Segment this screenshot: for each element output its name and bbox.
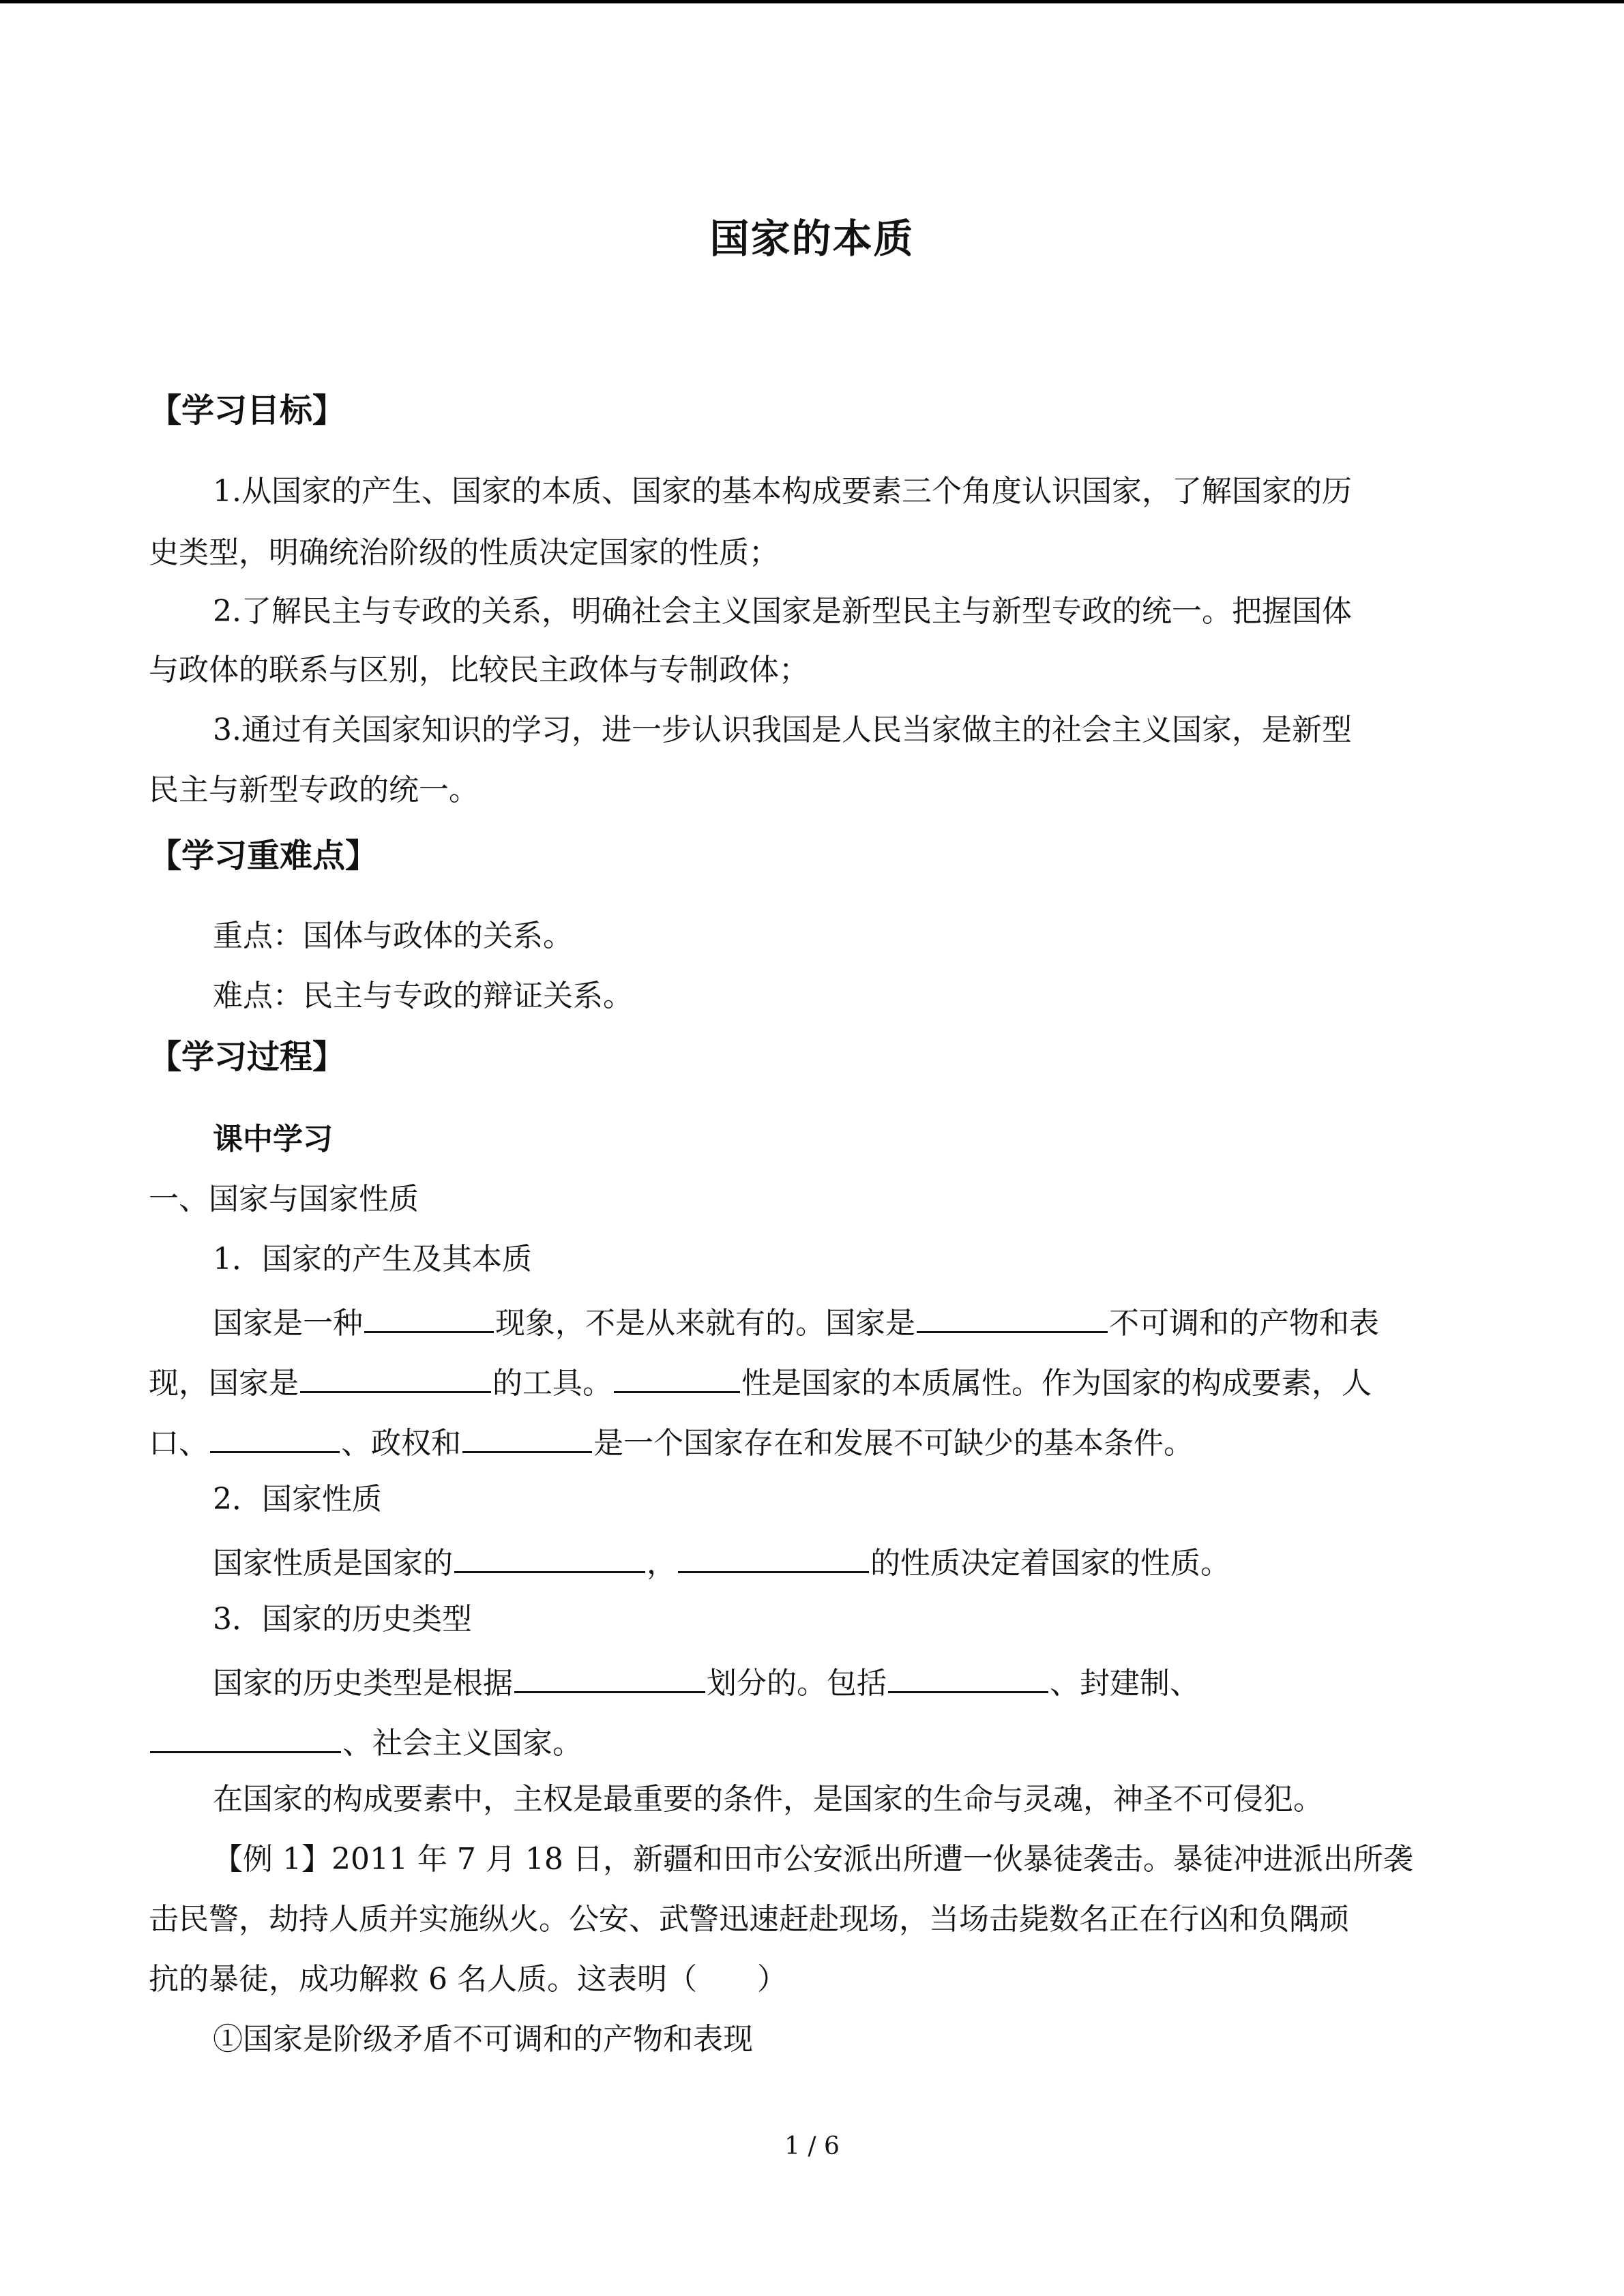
text-segment: 现象，不是从来就有的。国家是 xyxy=(495,1306,915,1341)
text-segment: 、社会主义国家。 xyxy=(342,1726,582,1761)
option-line: ①国家是阶级矛盾不可调和的产物和表现 xyxy=(213,2022,753,2057)
blank-field[interactable] xyxy=(614,1358,740,1393)
fill-line xyxy=(213,1298,1379,1345)
subheading-in-class: 课中学习 xyxy=(213,1122,333,1157)
text-segment: 国家的历史类型是根据 xyxy=(213,1666,513,1701)
text-segment: 口、 xyxy=(149,1426,209,1461)
text-segment: ， xyxy=(647,1546,677,1581)
text-segment: 划分的。包括 xyxy=(707,1666,887,1701)
page-number: 1 / 6 xyxy=(784,2132,840,2160)
blank-field[interactable] xyxy=(210,1418,340,1453)
blank-field[interactable] xyxy=(514,1658,705,1693)
example-line: 【例 1】2011 年 7 月 18 日，新疆和田市公安派出所遭一伙暴徒袭击。暴徒冲进派出所袭 xyxy=(213,1842,1413,1877)
text-segment: 性是国家的本质属性。作为国家的构成要素，人 xyxy=(741,1366,1372,1401)
blank-field[interactable] xyxy=(454,1538,645,1573)
goals-heading: 【学习目标】 xyxy=(149,391,346,430)
goal-line: 1.从国家的产生、国家的本质、国家的基本构成要素三个角度认识国家，了解国家的历 xyxy=(213,474,1352,509)
fill-line xyxy=(149,1718,582,1765)
blank-field[interactable] xyxy=(678,1538,869,1573)
text-segment: 是一个国家存在和发展不可缺少的基本条件。 xyxy=(593,1426,1194,1461)
text-segment: 、封建制、 xyxy=(1050,1666,1200,1701)
text-segment: 不可调和的产物和表 xyxy=(1109,1306,1379,1341)
goal-line: 民主与新型专政的统一。 xyxy=(149,773,479,807)
part-title: 一、国家与国家性质 xyxy=(149,1182,419,1217)
key-point-important: 重点：国体与政体的关系。 xyxy=(213,919,573,953)
goal-line: 3.通过有关国家知识的学习，进一步认识我国是人民当家做主的社会主义国家，是新型 xyxy=(213,713,1352,747)
page-title: 国家的本质 xyxy=(709,215,915,262)
text-segment: 国家是一种 xyxy=(213,1306,363,1341)
blank-field[interactable] xyxy=(364,1298,494,1333)
blank-field[interactable] xyxy=(150,1718,341,1753)
key-heading: 【学习重难点】 xyxy=(149,837,379,875)
fill-line xyxy=(213,1538,1230,1585)
goal-line: 史类型，明确统治阶级的性质决定国家的性质； xyxy=(149,535,779,570)
blank-field[interactable] xyxy=(462,1418,592,1453)
blank-field[interactable] xyxy=(300,1358,491,1393)
key-point-difficult: 难点：民主与专政的辩证关系。 xyxy=(213,979,633,1013)
text-segment: 的工具。 xyxy=(492,1366,612,1401)
item-title: 2．国家性质 xyxy=(213,1482,382,1517)
example-line: 抗的暴徒，成功解救 6 名人质。这表明（ ） xyxy=(149,1962,787,1997)
goal-line: 与政体的联系与区别，比较民主政体与专制政体； xyxy=(149,653,809,687)
goal-line: 2.了解民主与专政的关系，明确社会主义国家是新型民主与新型专政的统一。把握国体 xyxy=(213,594,1352,629)
text-segment: 、政权和 xyxy=(341,1426,461,1461)
text-segment: 现，国家是 xyxy=(149,1366,299,1401)
item-title: 1．国家的产生及其本质 xyxy=(213,1242,532,1277)
process-heading: 【学习过程】 xyxy=(149,1038,346,1076)
blank-field[interactable] xyxy=(888,1658,1048,1693)
top-border xyxy=(0,0,1624,3)
fill-line xyxy=(149,1358,1372,1405)
text-segment: 的性质决定着国家的性质。 xyxy=(870,1546,1230,1581)
blank-field[interactable] xyxy=(917,1298,1108,1333)
fill-line xyxy=(149,1418,1194,1465)
example-line: 击民警，劫持人质并实施纵火。公安、武警迅速赶赴现场，当场击毙数名正在行凶和负隅顽 xyxy=(149,1902,1349,1937)
item-title: 3．国家的历史类型 xyxy=(213,1602,472,1637)
note-text: 在国家的构成要素中，主权是最重要的条件，是国家的生命与灵魂，神圣不可侵犯。 xyxy=(213,1782,1323,1817)
fill-line xyxy=(213,1658,1200,1705)
text-segment: 国家性质是国家的 xyxy=(213,1546,453,1581)
